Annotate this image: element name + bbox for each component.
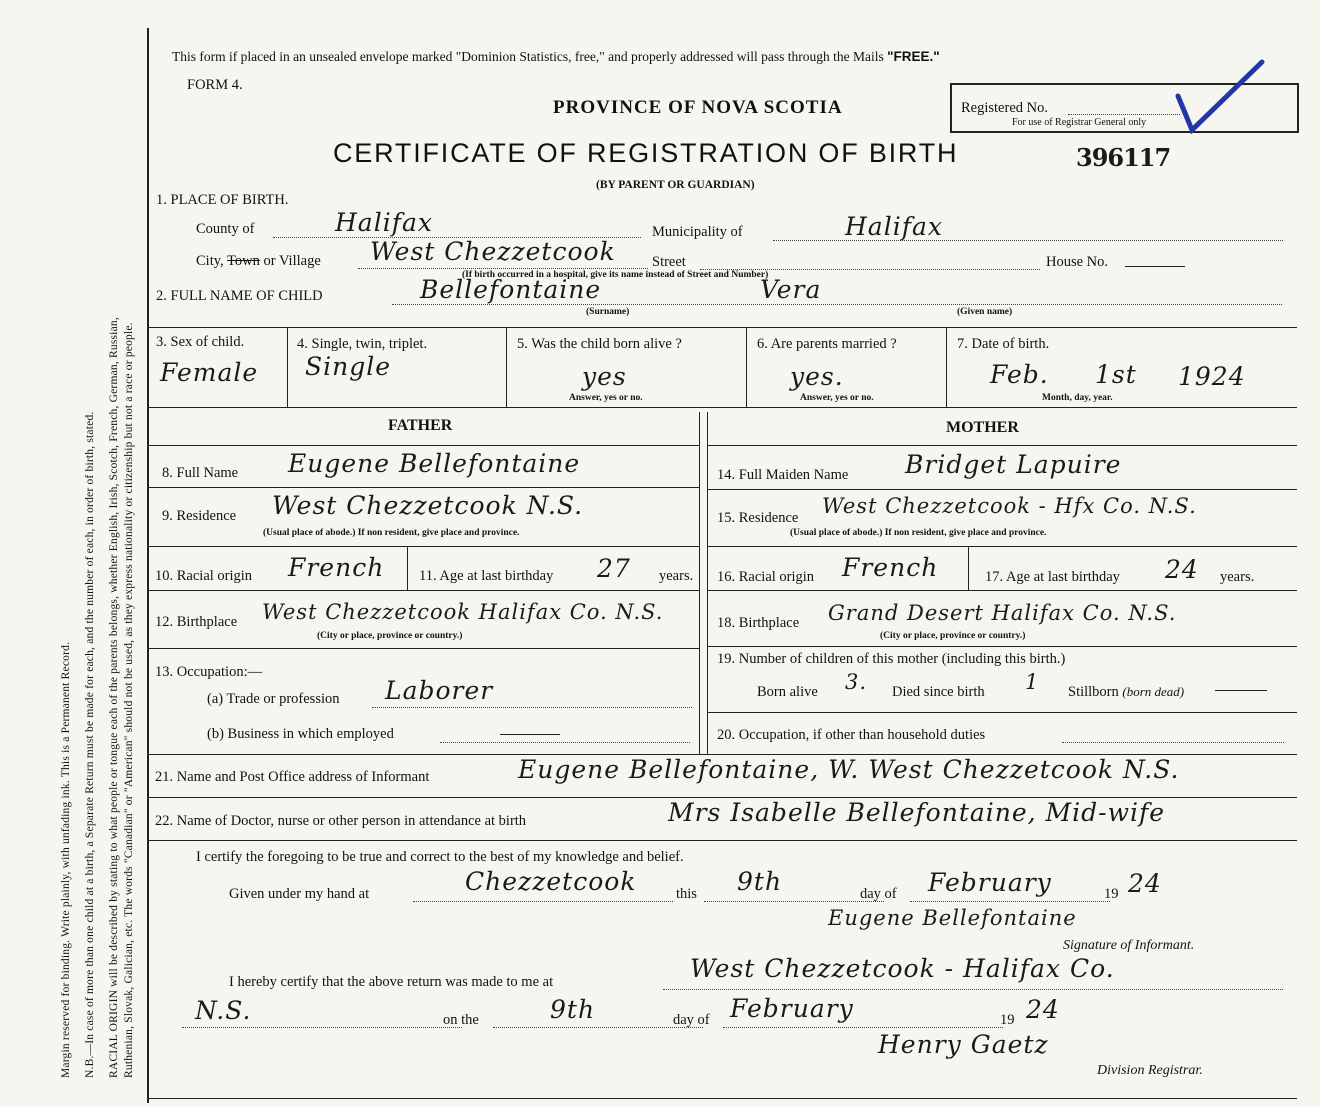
checkmark-icon	[1170, 58, 1270, 138]
house-label: House No.	[1046, 254, 1109, 270]
mother-birthplace-caption: (City or place, province or country.)	[880, 631, 1026, 641]
registered-line	[1068, 114, 1180, 115]
child-given-name: Vera	[760, 275, 822, 304]
reg-day-line	[493, 1027, 703, 1028]
sex-label: 3. Sex of child.	[156, 334, 245, 350]
reg-month: February	[730, 994, 854, 1023]
city-label-a: City,	[196, 253, 224, 269]
side-note-racial-origin: RACIAL ORIGIN will be described by stating to what people or tongue each of the parents belongs, whether English, Irish, Scotch, French, German, Russian,	[108, 317, 120, 1078]
mother-age: 24	[1165, 555, 1199, 584]
document-title: CERTIFICATE OF REGISTRATION OF BIRTH	[333, 138, 959, 168]
house-dash	[1125, 266, 1185, 267]
father-birthplace-label: 12. Birthplace	[155, 614, 238, 630]
mother-name-label: 14. Full Maiden Name	[717, 467, 849, 483]
mother-age-label: 17. Age at last birthday	[985, 569, 1120, 585]
mother-residence-caption: (Usual place of abode.) If non resident, give place and province.	[790, 528, 1047, 538]
reg-year: 24	[1026, 995, 1060, 1024]
side-note-binding: Margin reserved for binding. Write plainly, with unfading ink. This is a Permanent Record.	[60, 641, 72, 1078]
registrar-place2: N.S.	[195, 996, 252, 1025]
father-right-border	[699, 412, 700, 754]
given-month: February	[928, 868, 1052, 897]
mother-line-5	[707, 712, 1297, 713]
father-head-line	[147, 445, 699, 446]
child-surname: Bellefontaine	[420, 275, 602, 304]
informant-signature: Eugene Bellefontaine	[828, 906, 1077, 930]
sex-value: Female	[160, 358, 259, 387]
this-label: this	[676, 886, 697, 902]
municipality-label: Municipality of	[652, 224, 743, 240]
registrar-statement: I hereby certify that the above return was made to me at	[229, 974, 554, 990]
father-name: Eugene Bellefontaine	[288, 449, 581, 478]
side-note-multiple-births: N.B.—In case of more than one child at a birth, a Separate Return must be made for each, and the number of each, in order of birth, stated.	[84, 411, 96, 1078]
row-box-bottom	[147, 407, 1297, 408]
father-name-label: 8. Full Name	[162, 465, 239, 481]
reg-month-line	[723, 1027, 1003, 1028]
registrar-place-line	[663, 989, 1283, 990]
father-occupation-label: 13. Occupation:—	[155, 664, 263, 680]
mother-head-line	[707, 445, 1297, 446]
document-subtitle: (BY PARENT OR GUARDIAN)	[596, 179, 755, 191]
informant-signature-caption: Signature of Informant.	[1063, 938, 1195, 953]
born-alive-count-label: Born alive	[757, 684, 818, 700]
dob-label: 7. Date of birth.	[957, 336, 1050, 352]
province-title: PROVINCE OF NOVA SCOTIA	[553, 97, 843, 118]
row-divider-1	[287, 327, 288, 407]
stillborn-note: (born dead)	[1122, 684, 1185, 699]
dob-caption: Month, day, year.	[1042, 393, 1113, 403]
reg-day: 9th	[550, 995, 596, 1024]
father-residence-label: 9. Residence	[162, 508, 237, 524]
mother-years: years.	[1220, 569, 1255, 585]
given-under-label: Given under my hand at	[229, 886, 370, 902]
division-registrar-caption: Division Registrar.	[1097, 1063, 1203, 1078]
born-alive-value: yes	[582, 362, 627, 391]
reg-year-prefix: 19	[1000, 1012, 1015, 1028]
county-label: County of	[196, 221, 255, 237]
father-birthplace: West Chezzetcook Halifax Co. N.S.	[262, 600, 664, 624]
city-line	[358, 268, 648, 269]
father-line-2	[147, 546, 699, 547]
given-day-line	[704, 901, 884, 902]
plurality-value: Single	[305, 352, 392, 381]
mother-birthplace-label: 18. Birthplace	[717, 615, 800, 631]
row-divider-3	[746, 327, 747, 407]
stillborn-text: Stillborn	[1068, 684, 1119, 700]
given-day: 9th	[737, 867, 783, 896]
given-place-line	[413, 901, 673, 902]
father-business-line	[440, 742, 690, 743]
parents-married-label: 6. Are parents married ?	[757, 336, 897, 352]
hospital-note: (If birth occurred in a hospital, give its name instead of Street and Number)	[462, 270, 769, 280]
registrar-place: West Chezzetcook - Halifax Co.	[690, 954, 1115, 983]
given-place: Chezzetcook	[465, 867, 637, 896]
municipality-value: Halifax	[845, 212, 943, 241]
mother-left-border	[707, 412, 708, 754]
father-trade-label: (a) Trade or profession	[207, 691, 340, 707]
mail-note-text: This form if placed in an unsealed envelope marked "Dominion Statistics, free," and properly addressed will pass through the Mails	[172, 49, 884, 64]
died-since-birth-count: 1	[1025, 670, 1040, 694]
mother-heading: MOTHER	[946, 419, 1019, 436]
surname-caption: (Surname)	[586, 307, 630, 317]
on-the-label: on the	[443, 1012, 479, 1028]
mother-occupation-line	[1062, 742, 1284, 743]
mother-birthplace: Grand Desert Halifax Co. N.S.	[828, 601, 1177, 625]
registrar-place2-line	[182, 1027, 462, 1028]
child-name-label: 2. FULL NAME OF CHILD	[156, 288, 323, 304]
mother-racial-label: 16. Racial origin	[717, 569, 815, 585]
informant-label: 21. Name and Post Office address of Informant	[155, 769, 430, 785]
child-name-line	[392, 304, 1282, 305]
father-business-dash	[500, 734, 560, 735]
father-line-3	[147, 590, 699, 591]
parents-married-value: yes.	[790, 362, 844, 391]
father-racial: French	[288, 553, 385, 582]
doctor-label: 22. Name of Doctor, nurse or other person in attendance at birth	[155, 813, 527, 829]
city-label-c: or Village	[263, 253, 321, 269]
father-racial-label: 10. Racial origin	[155, 568, 253, 584]
registrar-signature: Henry Gaetz	[878, 1030, 1049, 1059]
father-line-1	[147, 487, 699, 488]
form-number: FORM 4.	[187, 77, 243, 93]
father-age: 27	[597, 554, 631, 583]
father-age-label: 11. Age at last birthday	[419, 568, 554, 584]
born-alive-count: 3.	[845, 670, 868, 694]
side-note-racial-origin-cont: Ruthenian, Slovak, Galician, etc. The words "Canadian" or "American" should not be used, as they express nationality or citizenship but not a race or people.	[123, 322, 135, 1078]
mother-racial-divider	[968, 546, 969, 590]
stillborn-dash	[1215, 690, 1267, 691]
parents-married-caption: Answer, yes or no.	[800, 393, 874, 403]
given-month-line	[910, 901, 1110, 902]
given-year-prefix: 19	[1104, 886, 1119, 902]
row-divider-2	[506, 327, 507, 407]
registration-number: 396117	[1076, 143, 1171, 172]
section-line-end	[147, 840, 1297, 841]
mother-line-1	[707, 489, 1297, 490]
street-label: Street	[652, 254, 686, 270]
father-birthplace-caption: (City or place, province or country.)	[317, 631, 463, 641]
father-years: years.	[659, 568, 694, 584]
mother-occupation-label: 20. Occupation, if other than household duties	[717, 727, 986, 743]
father-residence-caption: (Usual place of abode.) If non resident, give place and province.	[263, 528, 520, 538]
mother-residence: West Chezzetcook - Hfx Co. N.S.	[822, 494, 1197, 518]
dob-day: 1st	[1095, 360, 1137, 389]
row-box-top	[147, 327, 1297, 328]
mother-line-3	[707, 590, 1297, 591]
given-caption: (Given name)	[957, 307, 1013, 317]
died-since-birth-label: Died since birth	[892, 684, 985, 700]
mother-name: Bridget Lapuire	[905, 450, 1122, 479]
city-label-b: Town	[227, 253, 260, 269]
father-racial-divider	[407, 546, 408, 590]
mail-free: "FREE."	[887, 49, 940, 64]
city-value: West Chezzetcook	[370, 237, 616, 266]
mother-racial: French	[842, 553, 939, 582]
row-divider-4	[946, 327, 947, 407]
dob-year: 1924	[1178, 362, 1246, 391]
father-business-label: (b) Business in which employed	[207, 726, 394, 742]
county-value: Halifax	[335, 208, 433, 237]
father-residence: West Chezzetcook N.S.	[272, 491, 584, 520]
father-heading: FATHER	[388, 417, 453, 434]
registered-label: Registered No.	[961, 100, 1048, 116]
reg-day-of-label: day of	[673, 1012, 710, 1028]
certify-statement: I certify the foregoing to be true and correct to the best of my knowledge and belief.	[196, 849, 684, 865]
city-label	[196, 253, 321, 270]
form-left-border	[147, 28, 149, 1103]
born-alive-label: 5. Was the child born alive ?	[517, 336, 682, 352]
father-trade: Laborer	[385, 676, 494, 705]
informant-value: Eugene Bellefontaine, W. West Chezzetcook N.S.	[518, 755, 1180, 784]
given-year: 24	[1128, 869, 1162, 898]
father-trade-line	[372, 707, 692, 708]
doctor-value: Mrs Isabelle Bellefontaine, Mid-wife	[668, 798, 1166, 827]
stillborn-label	[1068, 684, 1184, 701]
father-line-4	[147, 648, 699, 649]
born-alive-caption: Answer, yes or no.	[569, 393, 643, 403]
plurality-label: 4. Single, twin, triplet.	[297, 336, 428, 352]
mail-note	[172, 49, 940, 65]
mother-line-4	[707, 646, 1297, 647]
registrar-use-note: For use of Registrar General only	[1012, 117, 1147, 128]
place-heading: 1. PLACE OF BIRTH.	[156, 192, 289, 208]
day-of-label: day of	[860, 886, 897, 902]
mother-residence-label: 15. Residence	[717, 510, 799, 526]
dob-month: Feb.	[990, 360, 1049, 389]
mother-children-label: 19. Number of children of this mother (including this birth.)	[717, 651, 1066, 667]
form-bottom-border	[147, 1098, 1297, 1099]
mother-line-2	[707, 546, 1297, 547]
